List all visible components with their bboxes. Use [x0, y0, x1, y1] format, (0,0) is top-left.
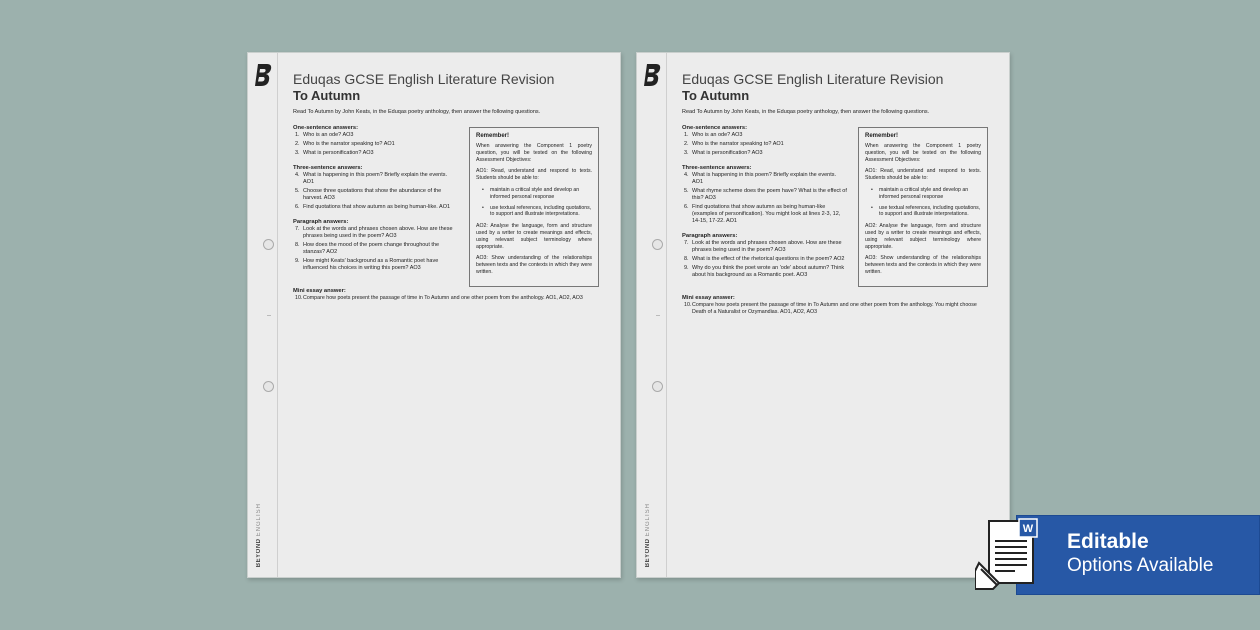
- remember-box: [858, 127, 988, 287]
- mini-essay-section: [293, 288, 598, 302]
- question-item: [682, 204, 848, 225]
- word-letter: W: [1022, 523, 1034, 535]
- question-text: Look at the words and phrases chosen above. How are these phrases being used in the poem? AO3: [303, 226, 453, 239]
- question-text: How does the mood of the poem change throughout the stanzas? AO2: [303, 242, 440, 255]
- page-title: Eduqas GCSE English Literature Revision: [293, 71, 555, 87]
- remember-box: [469, 127, 599, 287]
- worksheet-content: [293, 71, 598, 304]
- page-spine: [248, 53, 278, 577]
- remember-bullet-text: use textual references, including quotations, to support and illustrate interpretations.: [490, 204, 592, 218]
- question-number: 5.: [295, 188, 300, 194]
- instructions: Read To Autumn by John Keats, in the Eduqas poetry anthology, then answer the following questions.: [293, 109, 541, 115]
- page-title: Eduqas GCSE English Literature Revision: [682, 71, 944, 87]
- badge-subtitle: Options Available: [1067, 555, 1214, 576]
- section-heading: Mini essay answer:: [293, 288, 346, 294]
- remember-text: AO1: Read, understand and respond to texts. Students should be able to:: [476, 168, 592, 182]
- question-item: [682, 132, 848, 139]
- spine-brand-sub: ENGLISH: [256, 502, 262, 537]
- question-number: 1.: [295, 132, 300, 138]
- question-item: [293, 132, 459, 139]
- question-number: 7.: [684, 240, 689, 246]
- spine-brand-sub: ENGLISH: [645, 502, 651, 537]
- question-item: [682, 240, 848, 254]
- spine-brand: [256, 503, 262, 567]
- spine-brand-name: BEYOND: [256, 538, 262, 567]
- question-number: 8.: [684, 256, 689, 262]
- question-text: What is the effect of the rhetorical questions in the poem? AO2: [692, 256, 845, 262]
- remember-bullet: • use textual references, including quotations, to support and illustrate interpretations.: [871, 204, 981, 218]
- remember-bullet: • use textual references, including quotations, to support and illustrate interpretations.: [482, 204, 592, 218]
- question-text: Who is an ode? AO3: [692, 132, 743, 138]
- remember-bullet-text: maintain a critical style and develop an informed personal response: [490, 186, 580, 200]
- remember-heading: Remember!: [865, 133, 899, 139]
- remember-text: AO3: Show understanding of the relationships between texts and the contexts in which they were written.: [476, 255, 592, 275]
- question-text: How might Keats' background as a Romantic poet have influenced his choices in writing this poem? AO3: [303, 258, 439, 271]
- fold-mark: [267, 315, 271, 316]
- question-number: 3.: [684, 150, 689, 156]
- page-subtitle: To Autumn: [293, 88, 361, 103]
- question-number: 9.: [295, 258, 300, 264]
- worksheet-page: [636, 52, 1010, 578]
- question-text: Find quotations that show autumn as being human-like. AO1: [303, 204, 451, 210]
- remember-text: AO1: Read, understand and respond to texts. Students should be able to:: [865, 168, 981, 182]
- remember-text: AO2: Analyse the language, form and structure used by a writer to create meanings and effects, using relevant subject terminology where appropriate.: [865, 223, 981, 250]
- question-text: Choose three quotations that show the abundance of the harvest. AO3: [303, 188, 442, 201]
- question-text: Find quotations that show autumn as being human-like (examples of personification). You might look at lines 2-3, 12, 14-15, 17-22. AO1: [692, 204, 841, 224]
- question-number: 2.: [295, 141, 300, 147]
- question-text: Look at the words and phrases chosen above. How are these phrases being used in the poem? AO3: [692, 240, 842, 253]
- section-heading: Mini essay answer:: [682, 295, 735, 301]
- mini-essay-section: [682, 295, 987, 316]
- page-subtitle: To Autumn: [682, 88, 750, 103]
- question-text: Compare how poets present the passage of time in To Autumn and one other poem from the anthology. You might choose Death of a Naturalist or Ozymandias. AO1, AO2, AO3: [692, 302, 977, 315]
- question-number: 4.: [295, 172, 300, 178]
- question-item: [293, 150, 459, 157]
- editable-options-badge: [1016, 515, 1260, 595]
- question-number: 6.: [295, 204, 300, 210]
- question-number: 8.: [295, 242, 300, 248]
- beyond-logo-icon: [253, 61, 273, 89]
- question-text: What is personification? AO3: [303, 150, 374, 156]
- section-heading: Three-sentence answers:: [293, 165, 363, 171]
- question-number: 3.: [295, 150, 300, 156]
- remember-heading: Remember!: [476, 133, 510, 139]
- question-text: Who is the narrator speaking to? AO1: [303, 141, 395, 147]
- question-item: [682, 150, 848, 157]
- question-item: [682, 265, 848, 279]
- badge-title: Editable: [1067, 530, 1149, 553]
- question-number: 9.: [684, 265, 689, 271]
- beyond-logo-icon: [642, 61, 662, 89]
- remember-bullet-text: use textual references, including quotations, to support and illustrate interpretations.: [879, 204, 981, 218]
- question-text: Who is the narrator speaking to? AO1: [692, 141, 784, 147]
- remember-bullet: • maintain a critical style and develop an informed personal response: [482, 187, 592, 201]
- question-item: [682, 256, 848, 263]
- section-heading: Paragraph answers:: [682, 233, 738, 239]
- question-number: 10.: [684, 302, 692, 308]
- question-item: [293, 188, 459, 202]
- question-item: [293, 295, 598, 302]
- questions-column: [293, 125, 459, 272]
- spine-brand-name: BEYOND: [645, 538, 651, 567]
- question-item: [682, 141, 848, 148]
- question-item: [682, 188, 848, 202]
- remember-text: AO3: Show understanding of the relationships between texts and the contexts in which they were written.: [865, 255, 981, 275]
- page-spine: [637, 53, 667, 577]
- section-heading: Paragraph answers:: [293, 219, 349, 225]
- question-number: 2.: [684, 141, 689, 147]
- question-item: [293, 242, 459, 256]
- remember-bullet-text: maintain a critical style and develop an informed personal response: [879, 186, 969, 200]
- question-number: 5.: [684, 188, 689, 194]
- question-text: What rhyme scheme does the poem have? What is the effect of this? AO3: [692, 188, 847, 201]
- question-number: 1.: [684, 132, 689, 138]
- question-text: Who is an ode? AO3: [303, 132, 354, 138]
- remember-text: AO2: Analyse the language, form and structure used by a writer to create meanings and effects, using relevant subject terminology where appropriate.: [476, 223, 592, 250]
- question-text: What is happening in this poem? Briefly explain the events. AO1: [692, 172, 836, 185]
- question-item: [293, 141, 459, 148]
- question-text: Compare how poets present the passage of time in To Autumn and one other poem from the anthology. AO1, AO2, AO3: [303, 295, 583, 301]
- spine-brand: [645, 503, 651, 567]
- question-item: [682, 302, 987, 316]
- remember-text: When answering the Component 1 poetry question, you will be tested on the following Assessment Objectives:: [865, 143, 981, 163]
- question-item: [293, 258, 459, 272]
- question-text: Why do you think the poet wrote an 'ode' about autumn? Think about his background as a Romantic poet. AO3: [692, 265, 845, 278]
- question-item: [293, 204, 459, 211]
- question-number: 10.: [295, 295, 303, 301]
- worksheet-page: [247, 52, 621, 578]
- question-number: 4.: [684, 172, 689, 178]
- section-heading: One-sentence answers:: [682, 125, 748, 131]
- punch-hole: [263, 381, 274, 392]
- worksheet-content: [682, 71, 987, 318]
- question-number: 6.: [684, 204, 689, 210]
- question-item: [682, 172, 848, 186]
- word-document-icon: [975, 517, 1047, 593]
- question-item: [293, 226, 459, 240]
- questions-column: [682, 125, 848, 279]
- fold-mark: [656, 315, 660, 316]
- question-text: What is happening in this poem? Briefly explain the events. AO1: [303, 172, 447, 185]
- instructions: Read To Autumn by John Keats, in the Eduqas poetry anthology, then answer the following questions.: [682, 109, 930, 115]
- punch-hole: [263, 239, 274, 250]
- punch-hole: [652, 381, 663, 392]
- remember-bullet: • maintain a critical style and develop an informed personal response: [871, 187, 981, 201]
- remember-text: When answering the Component 1 poetry question, you will be tested on the following Assessment Objectives:: [476, 143, 592, 163]
- section-heading: Three-sentence answers:: [682, 165, 752, 171]
- question-number: 7.: [295, 226, 300, 232]
- question-item: [293, 172, 459, 186]
- question-text: What is personification? AO3: [692, 150, 763, 156]
- punch-hole: [652, 239, 663, 250]
- section-heading: One-sentence answers:: [293, 125, 359, 131]
